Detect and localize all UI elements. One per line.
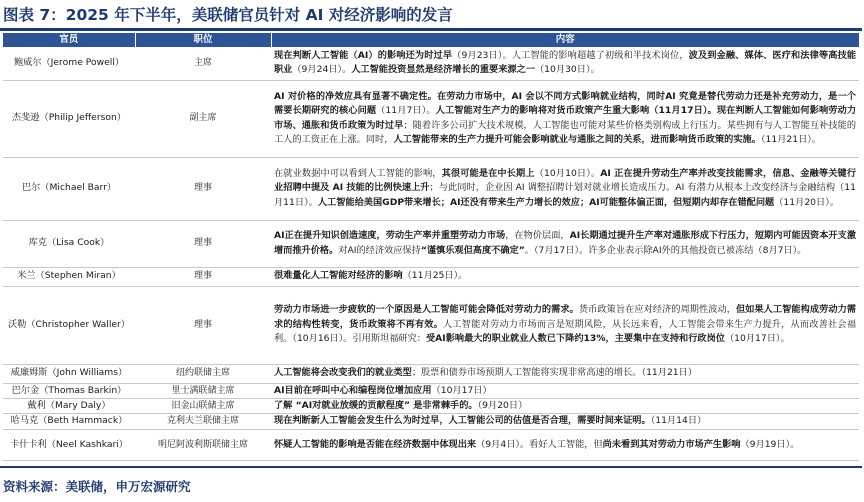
statement-bold-segment: AI 对价格的净效应具有显著不确定性。在劳动力市场中，AI 会以不同方式影响就业结构，同时AI 究竟是替代劳动力还是补充劳动力，是一个需要长期研究的核心问题 — [274, 90, 856, 117]
official-name: 杰斐逊（Philip Jefferson） — [3, 80, 135, 157]
statement-bold-segment: “谨慎乐观但高度不确定” — [420, 244, 525, 256]
statement-bold-segment: AI长期通过提升生产率对通胀形成下行压力，短期内可能因资本开支激增而推升价格。 — [274, 230, 857, 256]
statement-segment: （11月25日）。 — [402, 270, 468, 282]
official-position: 副主席 — [135, 80, 271, 157]
statement-segment: 对AI的经济效应保持 — [338, 244, 421, 256]
official-position: 理事 — [135, 286, 271, 364]
statement-bold-segment: AI目前在呼叫中心和编程岗位增加应用 — [274, 384, 432, 396]
official-name: 米兰（Stephen Miran） — [3, 267, 135, 286]
statement-content — [271, 286, 859, 364]
official-name: 哈马克（Beth Hammack） — [3, 414, 135, 429]
statement-segment: （9月20日） — [477, 399, 528, 411]
source-note: 资料来源：美联储，申万宏源研究 — [3, 479, 191, 494]
statement-segment: （11月7日）。 — [376, 105, 436, 117]
header-official: 官员 — [3, 33, 135, 47]
officials-table — [3, 33, 859, 461]
statement-segment: 。（7月17日）。许多企业表示除AI外的其他投资已被冻结（8月7日）。 — [524, 244, 807, 256]
table-body — [3, 47, 859, 460]
statement-bold-segment: 怀疑人工智能的影响是否能在经济数据中体现出来 — [274, 438, 477, 450]
official-name: 戴利（Mary Daly） — [3, 398, 135, 413]
official-name: 巴尔金（Thomas Barkin） — [3, 383, 135, 398]
statement-bold-segment: 尚未看到其对劳动力市场产生影响 — [602, 438, 741, 450]
statement-segment: ，在物价层面， — [505, 230, 570, 242]
official-position: 旧金山联储主席 — [135, 398, 271, 413]
official-position: 理事 — [135, 220, 271, 267]
statement-bold-segment: 现在判断新人工智能会发生什么为时过早，人工智能公司的估值是否合理，需要时间来证明。 — [274, 415, 651, 427]
statement-bold-segment: 人工智能投资显然是经济增长的重要来源之一 — [351, 64, 535, 76]
statement-segment: （10月17日） — [431, 384, 492, 396]
official-name: 巴尔（Michael Barr） — [3, 157, 135, 220]
statement-content — [271, 364, 859, 383]
table-row — [3, 47, 859, 80]
statement-segment: （9月19日）。 — [740, 438, 800, 450]
statement-segment: （9月24日）。 — [292, 64, 352, 76]
statement-content — [271, 267, 859, 286]
official-position: 纽约联储主席 — [135, 364, 271, 383]
statement-bold-segment: 但如果人工智能构成劳动力需求的结构性转变，货币政策将不再有效。 — [274, 304, 857, 330]
table-row — [3, 383, 859, 398]
statement-bold-segment: 人工智能将会改变我们的就业类型 — [274, 367, 412, 379]
statement-bold-segment: 人工智能对生产力的影响将对货币政策产生重大影响（11月17日）。现在判断人工智能如何影响劳动力市场、通胀和货币政策为时过早 — [274, 105, 857, 131]
official-position: 克利夫兰联储主席 — [135, 414, 271, 429]
table-row — [3, 429, 859, 460]
statement-segment: （9月4日）。看好人工智能，但 — [476, 438, 603, 450]
table-row — [3, 220, 859, 267]
statement-segment: （9月23日）。人工智能的影响超越了初级和半技术岗位， — [452, 49, 689, 61]
table-row — [3, 364, 859, 383]
bottom-rule — [0, 466, 862, 468]
statement-segment: （10月10日）。 — [534, 167, 601, 179]
official-name: 鲍威尔（Jerome Powell） — [3, 47, 135, 80]
statement-content — [271, 157, 859, 220]
statement-bold-segment: 了解 “AI对就业放缓的贡献程度” 是非常棘手的。 — [274, 399, 478, 411]
statement-bold-segment: 人工智能给美国GDP带来增长；AI还没有带来生产力增长的效应；AI可能整体偏正面，但短期内却存在错配问题 — [317, 196, 775, 208]
statement-bold-segment: 很难量化人工智能对经济的影响 — [274, 270, 403, 282]
table-row — [3, 286, 859, 364]
statement-segment: （11月14日） — [650, 415, 707, 427]
statement-bold-segment: 受AI影响最大的职业就业人数已下降约13%，主要集中在支持和行政岗位 — [426, 333, 725, 345]
statement-segment: 人工智能对劳动力市场而言是短期风险，从长远来看，人工智能会带来生产力提升，从而改善社会福利。（10月16日）。引用斯坦福研究： — [274, 318, 857, 345]
statement-bold-segment: AI正在提升知识创造速度，劳动生产率并重塑劳动力市场 — [274, 230, 506, 242]
statement-segment: 在就业数据中可以看到人工智能的影响， — [274, 167, 442, 179]
official-name: 卡什卡利（Neel Kashkari） — [3, 429, 135, 460]
statement-bold-segment: 其很可能是在中长期上 — [441, 167, 535, 179]
table-row — [3, 398, 859, 413]
statement-segment: （11月20日）。 — [774, 196, 839, 208]
official-name: 威廉姆斯（John Williams） — [3, 364, 135, 383]
header-position: 职位 — [135, 33, 271, 47]
official-name: 库克（Lisa Cook） — [3, 220, 135, 267]
statement-segment: （11月21日）。 — [760, 133, 822, 145]
figure-title: 图表 7：2025 年下半年，美联储官员针对 AI 对经济影响的发言 — [3, 6, 453, 24]
table-row — [3, 414, 859, 429]
table-row — [3, 80, 859, 157]
statement-content — [271, 220, 859, 267]
statement-content — [271, 47, 859, 80]
table-row — [3, 157, 859, 220]
statement-content — [271, 398, 859, 413]
statement-bold-segment: 人工智能带来的生产力提升可能会影响就业与通胀之间的关系，进而影响货币政策的实施。 — [393, 133, 761, 145]
title-rule — [0, 28, 862, 31]
statement-content — [271, 383, 859, 398]
official-position: 主席 — [135, 47, 271, 80]
table-header-row — [3, 33, 859, 47]
official-name: 沃勒（Christopher Waller） — [3, 286, 135, 364]
statement-segment: （10月30日）。 — [535, 64, 600, 76]
statement-segment: ；与此同时，企业因 AI 调整招聘计划对就业增长造成压力。AI 有潜力从根本上改变经济与金融结构（11月11日）。 — [274, 182, 856, 208]
official-position: 理事 — [135, 267, 271, 286]
statement-bold-segment: 现在判断人工智能（AI）的影响还为时过早 — [274, 49, 453, 61]
statement-bold-segment: 劳动力市场进一步疲软的一个原因是人工智能可能会降低对劳动力的需求。 — [274, 304, 579, 316]
statement-segment: ；股票和债券市场预期人工智能将实现非常高速的增长。（11月21日） — [411, 367, 698, 379]
official-position: 里士满联储主席 — [135, 383, 271, 398]
statement-content — [271, 429, 859, 460]
statement-segment: ；随着许多公司扩大技术规模，人工智能也可能对某些价格类别构成上行压力。某些拥有与人工智能互补技能的工人的工资正在上涨。同时， — [274, 119, 857, 145]
official-position: 理事 — [135, 157, 271, 220]
statement-segment: （10月17日）。 — [724, 333, 790, 345]
header-content: 内容 — [271, 33, 859, 47]
statement-content — [271, 414, 859, 429]
official-position: 明尼阿波利斯联储主席 — [135, 429, 271, 460]
statement-bold-segment: 波及到金融、媒体、医疗和法律等高技能职业 — [274, 49, 857, 76]
statement-content — [271, 80, 859, 157]
statement-segment: 货币政策旨在应对经济的周期性波动， — [578, 304, 736, 316]
table-row — [3, 267, 859, 286]
statement-bold-segment: AI 正在提升劳动生产率并改变技能需求，信息、金融等关键行业招聘中提及 AI 技能的比例快速上升 — [274, 167, 857, 194]
